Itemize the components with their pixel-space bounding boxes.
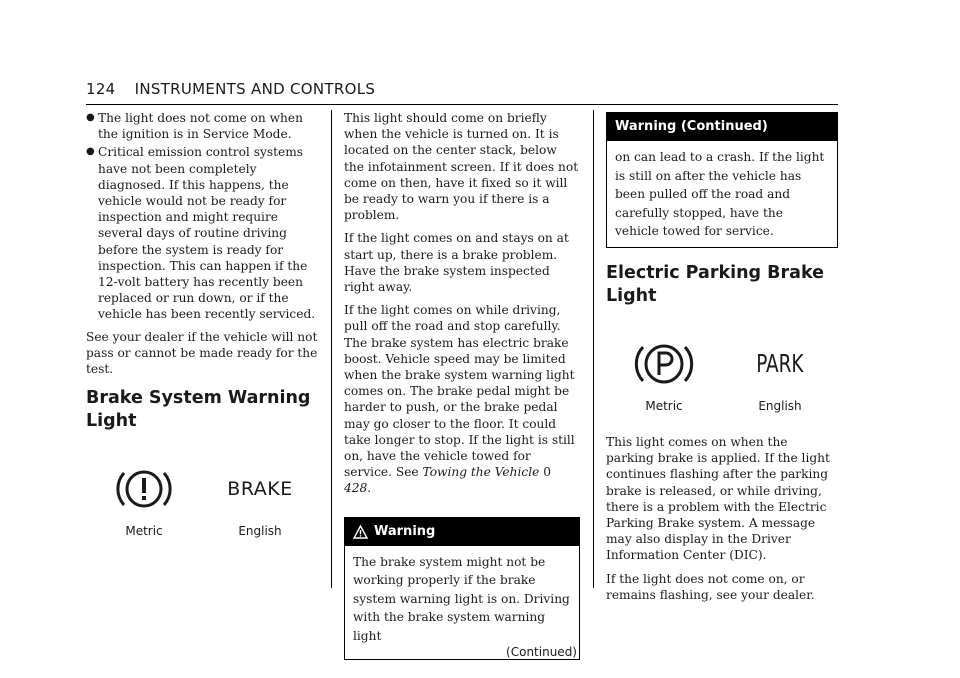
page-ref-arrow: 0 <box>543 465 551 480</box>
page-header <box>86 80 838 105</box>
column-divider <box>593 110 594 588</box>
parking-brake-heading: Electric Parking Brake Light <box>606 262 824 306</box>
towing-page-number: 428. <box>344 481 372 496</box>
column-divider <box>331 110 332 588</box>
paragraph: If the light comes on and stays on at start up, there is a brake problem. Have the brake system inspected right away. <box>344 231 569 295</box>
parking-light-figure <box>606 334 838 394</box>
paragraph: If the light does not come on, or remains flashing, see your dealer. <box>606 571 815 602</box>
continued-label: (Continued) <box>506 645 577 660</box>
page-number: 124 <box>86 80 116 98</box>
brake-light-figure <box>86 459 318 519</box>
bullet-icon: ● <box>86 112 95 123</box>
english-caption: English <box>758 398 802 413</box>
parking-brake-icon <box>632 337 696 391</box>
bullet-icon: ● <box>86 146 95 158</box>
warning-box-continued <box>606 112 838 248</box>
paragraph: This light comes on when the parking brake is applied. If the light continues flashing after the parking brake is released, or while driving, there is a problem with the Electric Parking Brake system. A message may also display in the Driver Information Center (DIC). <box>606 434 830 563</box>
warning-body: on can lead to a crash. If the light is still on after the vehicle has been pulled off the road and carefully stopped, have the vehicle towed for service. <box>615 150 825 239</box>
warning-triangle-icon <box>353 525 368 539</box>
list-item: ● The light does not come on when the ignition is in Service Mode. <box>86 111 303 142</box>
warning-body: The brake system might not be working properly if the brake system warning light is on. Driving with the brake system warning light <box>353 554 570 643</box>
brake-english-symbol: BRAKE <box>227 478 293 501</box>
column-right <box>606 110 838 610</box>
section-title: INSTRUMENTS AND CONTROLS <box>134 80 376 98</box>
dealer-paragraph: See your dealer if the vehicle will not pass or cannot be made ready for the test. <box>86 329 318 377</box>
towing-reference-link[interactable]: Towing the Vehicle <box>422 465 540 480</box>
park-english-symbol: PARK <box>756 348 804 378</box>
list-item: ● Critical emission control systems have not been completely diagnosed. If this happens, the vehicle would not be ready for inspection and might require several days of routine driving before the system is ready for inspection. This can happen if the 12-volt battery has recently been replaced or run down, or if the vehicle has been recently serviced. <box>86 145 316 322</box>
metric-caption: Metric <box>645 398 683 413</box>
column-left <box>86 110 318 559</box>
brake-warning-icon <box>112 464 176 514</box>
paragraph: If the light comes on while driving, pull off the road and stop carefully. The brake system has electric brake boost. Vehicle speed may be limited when the brake system warning light comes on. The brake pedal might be harder to push, or the brake pedal may go closer to the floor. It could take longer to stop. If the light is still on, have the vehicle towed for service. See Towing the Vehicle 0 428. <box>344 303 575 496</box>
warning-title: Warning <box>374 523 436 539</box>
warning-title: Warning (Continued) <box>615 119 768 134</box>
brake-warning-heading: Brake System Warning Light <box>86 388 311 432</box>
warning-box <box>344 517 580 661</box>
paragraph: This light should come on briefly when the vehicle is turned on. It is located on the center stack, below the infotainment screen. If it does not come on then, have it fixed so it will be ready to warn you if there is a problem. <box>344 111 579 223</box>
metric-caption: Metric <box>125 524 163 539</box>
english-caption: English <box>238 524 282 539</box>
column-middle <box>344 110 580 660</box>
